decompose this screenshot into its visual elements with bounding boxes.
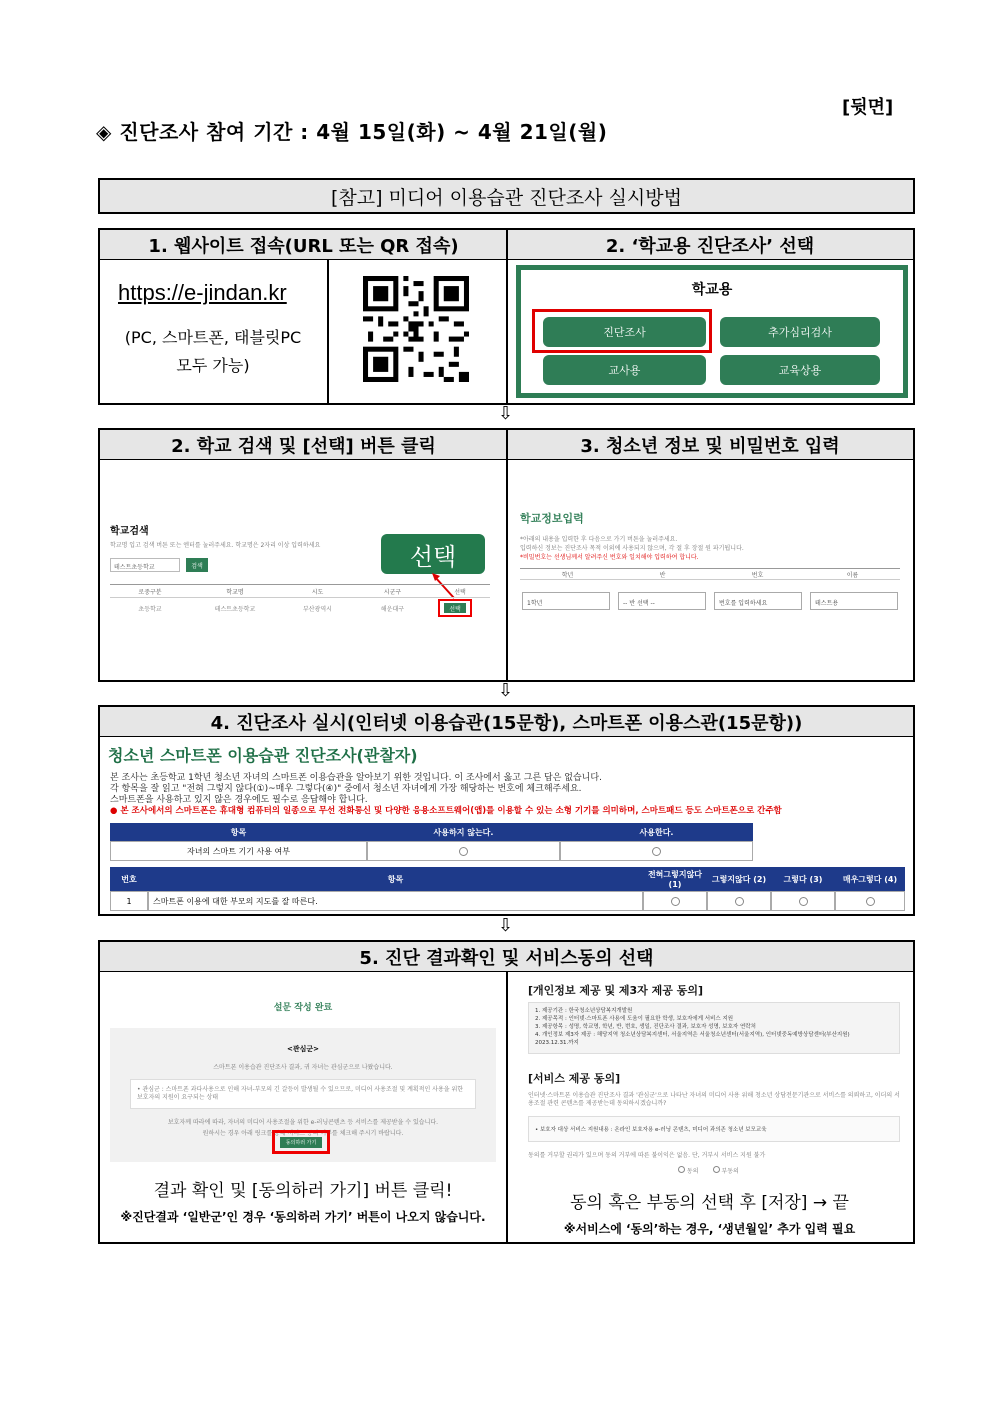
url-note xyxy=(106,324,320,380)
survey-line-1: 본 조사는 초등학교 1학년 청소년 자녀의 스마트폰 이용습관을 알아보기 위한 것입니다. 이 조사에서 옳고 그른 답은 없습니다. xyxy=(110,773,602,783)
grade-select[interactable]: 1학년 xyxy=(522,592,610,610)
service-box: • 보호자 대상 서비스 지원내용 : 온라인 보호자용 e-러닝 콘텐츠, 미디어 과의존 청소년 보모교육 xyxy=(528,1116,900,1142)
education-button[interactable]: 교육상용 xyxy=(720,355,880,385)
radio-icon[interactable] xyxy=(459,847,468,856)
survey-title: 청소년 스마트폰 이용습관 진단조사(관찰자) xyxy=(108,746,418,765)
answer-2[interactable] xyxy=(707,891,771,911)
usage-table-row xyxy=(110,841,753,861)
t2-col-item: 항목 xyxy=(148,867,643,891)
group-desc-box: • 관심군 : 스마트폰 과다사용으로 인해 자녀-부모의 긴 갈등이 발생될 수 있으므로, 미디어 사용조절 및 계획적인 사용을 위한 보호자의 지원이 요구되는 상태 xyxy=(130,1079,476,1109)
col-select: 선택 xyxy=(454,588,466,596)
step1-header: 1. 웹사이트 접속(URL 또는 QR 접속) xyxy=(100,230,507,260)
screenshot-title: 학교용 xyxy=(691,282,733,298)
usage-table-header xyxy=(110,823,753,841)
t1-radio-use[interactable] xyxy=(560,841,753,861)
t2-col-4: 매우그렇다 (4) xyxy=(835,867,905,891)
agree-text-2: 원하시는 경우 아래 링크를 통해 서비스 동의 여부를 체크해 주시기 바랍니다. xyxy=(202,1130,404,1137)
radio-icon[interactable] xyxy=(866,897,875,906)
right-note: ※서비스에 ‘동의’하는 경우, ‘생년월일’ 추가 입력 필요 xyxy=(563,1222,856,1236)
privacy-item: 3. 제공항목 : 성명, 학교명, 학년, 반, 번호, 생일, 진단조사 결과, 보호자 성명, 보호자 연락처 xyxy=(535,1024,756,1030)
qr-code[interactable] xyxy=(363,276,469,382)
class-select[interactable]: -- 반 선택 -- xyxy=(618,592,706,610)
teacher-button[interactable]: 교사용 xyxy=(543,355,706,385)
col-class: 반 xyxy=(659,571,666,579)
survey-header: 4. 진단조사 실시(인터넷 이용습관(15문항), 스마트폰 이용스관(15문항)) xyxy=(100,707,913,737)
step-table-3 xyxy=(98,705,915,916)
t1-col-item: 항목 xyxy=(110,823,367,841)
table-row xyxy=(110,600,490,616)
left-note: ※진단결과 ‘일반군’인 경우 ‘동의하러 가기’ 버튼이 나오지 않습니다. xyxy=(120,1210,486,1224)
t2-col-3: 그렇다 (3) xyxy=(771,867,835,891)
privacy-item: 4. 개인정보 제3자 제공 : 해당지역 청소년상담복지센터, 서울지역은 서울청소년센터(서울지역), 인터넷중독예방상담센터(부산지원) xyxy=(535,1032,850,1038)
info-table-header xyxy=(520,568,900,580)
survey-complete-title: 설문 작성 완료 xyxy=(273,1003,333,1013)
radio-agree[interactable] xyxy=(678,1166,699,1175)
url-note-line2: 모두 가능) xyxy=(176,356,250,375)
school-search-desc: 학교명 입고 검색 버튼 또는 엔터를 눌러주세요. 학교명은 2자리 이상 입력하세요 xyxy=(110,542,321,549)
step-table-4 xyxy=(98,940,915,1244)
down-arrow-icon: ⇩ xyxy=(498,680,514,701)
survey-intro xyxy=(110,773,905,817)
t2-row-text: 스마트폰 이용에 대한 부모의 지도를 잘 따른다. xyxy=(148,891,643,911)
school-search-header: 2. 학교 검색 및 [선택] 버튼 클릭 xyxy=(100,430,507,460)
question-row xyxy=(110,891,905,911)
highlight-box xyxy=(532,309,712,353)
t1-col-use: 사용한다. xyxy=(560,823,753,841)
t1-col-not-use: 사용하지 않는다. xyxy=(367,823,560,841)
page-tag: [뒷면] xyxy=(842,97,894,118)
radio-agree-label: 동의 xyxy=(686,1168,699,1175)
radio-icon[interactable] xyxy=(671,897,680,906)
radio-icon[interactable] xyxy=(713,1166,720,1173)
school-search-button[interactable]: 검색 xyxy=(186,558,208,572)
t2-col-2: 그렇지않다 (2) xyxy=(707,867,771,891)
agree-text-1: 보호자께 따라에 따라, 자녀의 미디어 사용조절을 위한 e-러닝콘텐츠 등 서비스를 제공받을 수 있습니다. xyxy=(167,1119,439,1126)
t2-col-num: 번호 xyxy=(110,867,148,891)
col-type: 로중구분 xyxy=(138,588,162,596)
col-name: 이름 xyxy=(846,571,859,579)
row-select-button[interactable]: 선택 xyxy=(444,603,466,613)
school-search-input[interactable]: 테스트초등학교 xyxy=(110,558,180,572)
number-input[interactable]: 번호를 입력하세요 xyxy=(714,592,802,610)
answer-1[interactable] xyxy=(643,891,707,911)
right-caption: 동의 혹은 부동의 선택 후 [저장] → 끝 xyxy=(570,1193,849,1213)
agree-button[interactable]: 동의하러 가기 xyxy=(280,1137,323,1148)
t1-row-label: 자녀의 스마트 기기 사용 여부 xyxy=(110,841,367,861)
question-table-header xyxy=(110,867,905,891)
website-url[interactable]: https://e-jindan.kr xyxy=(118,280,287,305)
select-callout: 선택 xyxy=(381,534,485,574)
url-note-line1: (PC, 스마트폰, 태블릿PC xyxy=(124,328,302,347)
survey-line-3: 스마트폰을 사용하고 있지 않은 경우에도 필수로 응답해야 합니다. xyxy=(110,795,368,805)
col-district: 시군구 xyxy=(383,588,402,596)
privacy-box xyxy=(528,1002,900,1054)
group-text: 스마트폰 이용습관 진단조사 결과, 귀 자녀는 관심군으로 나왔습니다. xyxy=(213,1064,393,1071)
service-title: [서비스 제공 동의] xyxy=(528,1072,621,1085)
row-school: 테스트초등학교 xyxy=(214,605,256,613)
name-input[interactable]: 테스트용 xyxy=(810,592,898,610)
agree-highlight xyxy=(272,1130,330,1154)
group-label: <관심군> xyxy=(286,1045,320,1053)
student-info-header: 3. 청소년 정보 및 비밀번호 입력 xyxy=(507,430,913,460)
participation-period: ◈ 진단조사 참여 기간 : 4월 15일(화) ~ 4월 21일(월) xyxy=(96,120,608,144)
down-arrow-icon: ⇩ xyxy=(498,403,514,424)
school-type-screenshot xyxy=(516,265,908,398)
privacy-item: 2023.12.31.까지 xyxy=(535,1040,579,1046)
t2-row-num: 1 xyxy=(110,891,148,911)
survey-line-4: ● 본 조사에서의 스마트폰은 휴대형 컴퓨터의 일종으로 무선 전화통신 및 다양한 응용소프트웨어(앱)를 이용할 수 있는 소형 기기를 의미하며, 스마트패드 등도 스마트폰으로 간주함 xyxy=(110,806,782,816)
info-desc-1: *아래의 내용을 입력한 후 다음으로 가기 버튼을 눌러주세요. xyxy=(520,536,678,543)
info-desc-2: 입력하신 정보는 진단조사 목적 이외에 사용되지 않으며, 각 절 후 장절 원 파기됩니다. xyxy=(520,545,744,552)
additional-test-button[interactable]: 추가심리검사 xyxy=(720,317,880,347)
privacy-item: 2. 제공목적 : 인터넷·스마트폰 사용에 도움이 필요한 학생, 보호자에게 서비스 지원 xyxy=(535,1016,734,1022)
reference-title: [참고] 미디어 이용습관 진단조사 실시방법 xyxy=(98,178,915,214)
col-city: 시도 xyxy=(311,588,324,596)
step-table-1 xyxy=(98,228,915,405)
info-title: 학교정보입력 xyxy=(520,512,584,525)
row-district: 해운대구 xyxy=(380,605,405,613)
privacy-title: [개인정보 제공 및 제3자 제공 동의] xyxy=(528,984,703,997)
radio-disagree-label: 부동의 xyxy=(721,1168,739,1175)
service-text: 인터넷·스마트폰 이용습관 진단조사 결과 '관심군'으로 나타난 자녀의 미디어 사용 위해 청소년 상담전문기관으로 서비스를 의뢰하고, 이더의 서용조절 관련 콘텐츠를 제공받는데 동의하시겠습니까? xyxy=(528,1092,900,1107)
radio-icon[interactable] xyxy=(799,897,808,906)
row-type: 초등학교 xyxy=(138,605,162,613)
row-city: 부산광역시 xyxy=(303,605,332,613)
step-table-2 xyxy=(98,428,915,682)
school-search-title: 학교검색 xyxy=(110,526,149,537)
radio-icon[interactable] xyxy=(652,847,661,856)
answer-3[interactable] xyxy=(771,891,835,911)
col-school: 학교명 xyxy=(226,588,244,596)
down-arrow-icon: ⇩ xyxy=(498,915,514,936)
left-caption: 결과 확인 및 [동의하러 가기] 버튼 클릭! xyxy=(153,1181,453,1201)
answer-4[interactable] xyxy=(835,891,905,911)
col-grade: 학년 xyxy=(561,571,574,579)
result-header: 5. 진단 결과확인 및 서비스동의 선택 xyxy=(100,942,913,972)
info-desc-3: *비밀번호는 선생님께서 알려주신 번호와 일치해야 입력하여 합니다. xyxy=(520,554,699,561)
radio-disagree[interactable] xyxy=(713,1166,739,1175)
radio-icon[interactable] xyxy=(678,1166,685,1173)
privacy-item: 1. 제공기관 : 한국청소년상담복지개발원 xyxy=(535,1008,633,1014)
service-small: 동의를 거부할 권리가 있으며 동의 거부에 따른 불이익은 없음. 단, 거부시 서비스 지원 불가 xyxy=(528,1152,766,1159)
t2-col-1: 전혀그렇지않다 (1) xyxy=(643,867,707,891)
radio-icon[interactable] xyxy=(735,897,744,906)
consent-radios xyxy=(678,1166,739,1175)
diagnosis-button[interactable]: 진단조사 xyxy=(543,317,706,347)
survey-line-2: 각 항목을 잘 읽고 "전혀 그렇지 않다(①)~매우 그렇다(④)" 중에서 청소년 자녀에게 가장 해당하는 번호에 체크해주세요. xyxy=(110,784,582,794)
school-table-header xyxy=(110,584,490,598)
step2-header: 2. ‘학교용 진단조사’ 선택 xyxy=(507,230,913,260)
col-number: 번호 xyxy=(751,571,764,579)
t1-radio-not-use[interactable] xyxy=(367,841,560,861)
